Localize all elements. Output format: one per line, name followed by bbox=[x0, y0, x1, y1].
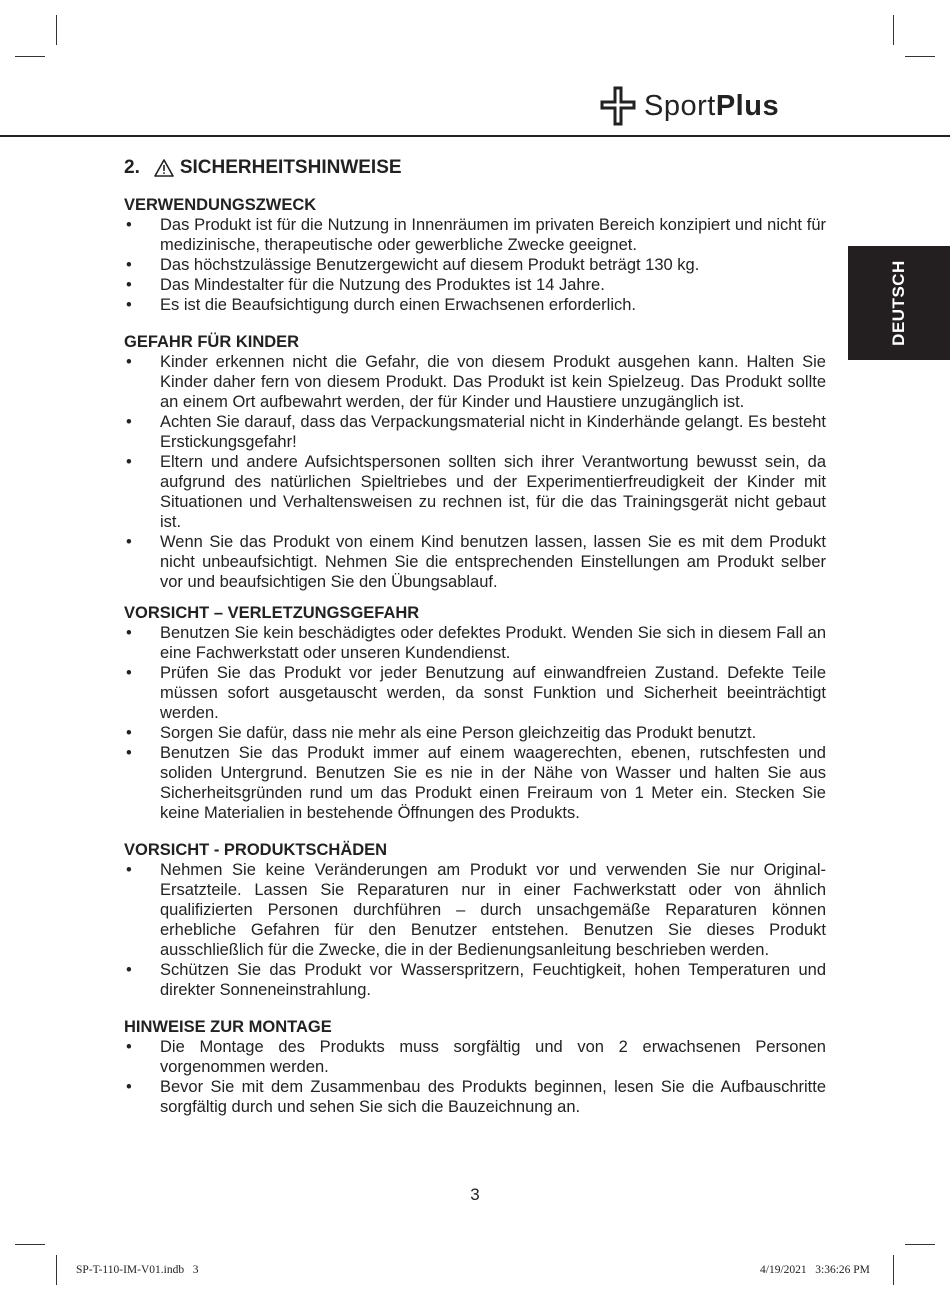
footer-timestamp: 4/19/2021 3:36:26 PM bbox=[760, 1264, 870, 1276]
list-item: • Es ist die Beaufsichtigung durch einen Erwachsenen erforderlich. bbox=[124, 295, 826, 315]
subsection-heading: VORSICHT – VERLETZUNGSGEFAHR bbox=[124, 604, 420, 622]
list-item: • Prüfen Sie das Produkt vor jeder Benutzung auf einwandfreien Zustand. Defekte Teile müssen sofort ausgetauscht werden, da sonst Funktion und Sicherheit beeinträchtigt werden. bbox=[124, 663, 826, 723]
crop-mark bbox=[15, 1244, 45, 1245]
subsection-heading: VERWENDUNGSZWECK bbox=[124, 196, 317, 214]
page-number: 3 bbox=[470, 1185, 480, 1204]
crop-mark bbox=[893, 1255, 894, 1285]
main-content bbox=[124, 155, 826, 1117]
language-tab-label: DEUTSCH bbox=[889, 260, 908, 346]
crop-mark bbox=[905, 1244, 935, 1245]
language-tab bbox=[848, 246, 950, 360]
header-rule bbox=[0, 135, 950, 137]
list-item: • Das höchstzulässige Benutzergewicht auf diesem Produkt beträgt 130 kg. bbox=[124, 255, 826, 275]
bullet-list bbox=[124, 215, 826, 315]
list-item: • Kinder erkennen nicht die Gefahr, die von diesem Produkt ausgehen kann. Halten Sie Kinder daher fern von diesem Produkt. Das Produkt ist kein Spielzeug. Das Produkt sollte an einem Ort aufbewahrt werden, der für Kinder und Haustiere unzugänglich ist. bbox=[124, 352, 826, 412]
bullet-list bbox=[124, 860, 826, 1000]
section-title-text: SICHERHEITSHINWEISE bbox=[179, 157, 402, 178]
list-item: • Schützen Sie das Produkt vor Wasserspritzern, Feuchtigkeit, hohen Temperaturen und direkter Sonneneinstrahlung. bbox=[124, 960, 826, 1000]
brand-logo bbox=[600, 86, 779, 126]
list-item: • Die Montage des Produkts muss sorgfältig und von 2 erwachsenen Personen vorgenommen werden. bbox=[124, 1037, 826, 1077]
crop-mark bbox=[15, 56, 45, 57]
list-item: • Nehmen Sie keine Veränderungen am Produkt vor und verwenden Sie nur Original-Ersatzteile. Lassen Sie Reparaturen nur in einer Fachwerkstatt oder von ähnlich qualifizierten Personen durchführen – durch unsachgemäße Reparaturen können erhebliche Gefahren für den Benutzer entstehen. Benutzen Sie dieses Produkt ausschließlich für die Zwecke, die in der Bedienungsanleitung beschrieben werden. bbox=[124, 860, 826, 960]
brand-name: SportPlus bbox=[644, 89, 780, 122]
bullet-list bbox=[124, 1037, 826, 1117]
subsection-heading: HINWEISE ZUR MONTAGE bbox=[124, 1018, 332, 1036]
list-item: • Wenn Sie das Produkt von einem Kind benutzen lassen, lassen Sie es mit dem Produkt nicht unbeaufsichtigt. Nehmen Sie die entsprechenden Einstellungen am Produkt selber vor und beaufsichtigen Sie den Übungsablauf. bbox=[124, 532, 826, 592]
list-item: • Benutzen Sie kein beschädigtes oder defektes Produkt. Wenden Sie sich in diesem Fall an eine Fachwerkstatt oder unseren Kundendienst. bbox=[124, 623, 826, 663]
list-item: • Bevor Sie mit dem Zusammenbau des Produkts beginnen, lesen Sie die Aufbauschritte sorgfältig durch und sehen Sie sich die Bauzeichnung an. bbox=[124, 1077, 826, 1117]
list-item: • Das Produkt ist für die Nutzung in Innenräumen im privaten Bereich konzipiert und nicht für medizinische, therapeutische oder gewerbliche Zwecke geeignet. bbox=[124, 215, 826, 255]
sportplus-cross-icon bbox=[600, 86, 636, 126]
crop-mark bbox=[56, 15, 57, 45]
crop-mark bbox=[56, 1255, 57, 1285]
list-item: • Sorgen Sie dafür, dass nie mehr als eine Person gleichzeitig das Produkt benutzt. bbox=[124, 723, 826, 743]
subsection-heading: VORSICHT - PRODUKTSCHÄDEN bbox=[124, 841, 388, 859]
bullet-list bbox=[124, 352, 826, 592]
bullet-list bbox=[124, 623, 826, 823]
section-number: 2. bbox=[124, 157, 140, 178]
list-item: • Das Mindestalter für die Nutzung des Produktes ist 14 Jahre. bbox=[124, 275, 826, 295]
warning-icon bbox=[154, 159, 174, 177]
list-item: • Eltern und andere Aufsichtspersonen sollten sich ihrer Verantwortung bewusst sein, da aufgrund des natürlichen Spieltriebes und der Experimentierfreudigkeit der Kinder mit Situationen und Verhaltensweisen zu rechnen ist, für die das Trainingsgerät nicht gebaut ist. bbox=[124, 452, 826, 532]
footer-file-info: SP-T-110-IM-V01.indb 3 bbox=[76, 1264, 199, 1276]
subsection-heading: GEFAHR FÜR KINDER bbox=[124, 333, 300, 351]
list-item: • Achten Sie darauf, dass das Verpackungsmaterial nicht in Kinderhände gelangt. Es besteht Erstickungsgefahr! bbox=[124, 412, 826, 452]
crop-mark bbox=[905, 56, 935, 57]
section-title bbox=[124, 155, 826, 181]
crop-mark bbox=[893, 15, 894, 45]
list-item: • Benutzen Sie das Produkt immer auf einem waagerechten, ebenen, rutschfesten und soliden Untergrund. Benutzen Sie es nie in der Nähe von Wasser und halten Sie aus Sicherheitsgründen rund um das Produkt einen Freiraum von 1 Meter ein. Stecken Sie keine Materialien in bestehende Öffnungen des Produkts. bbox=[124, 743, 826, 823]
